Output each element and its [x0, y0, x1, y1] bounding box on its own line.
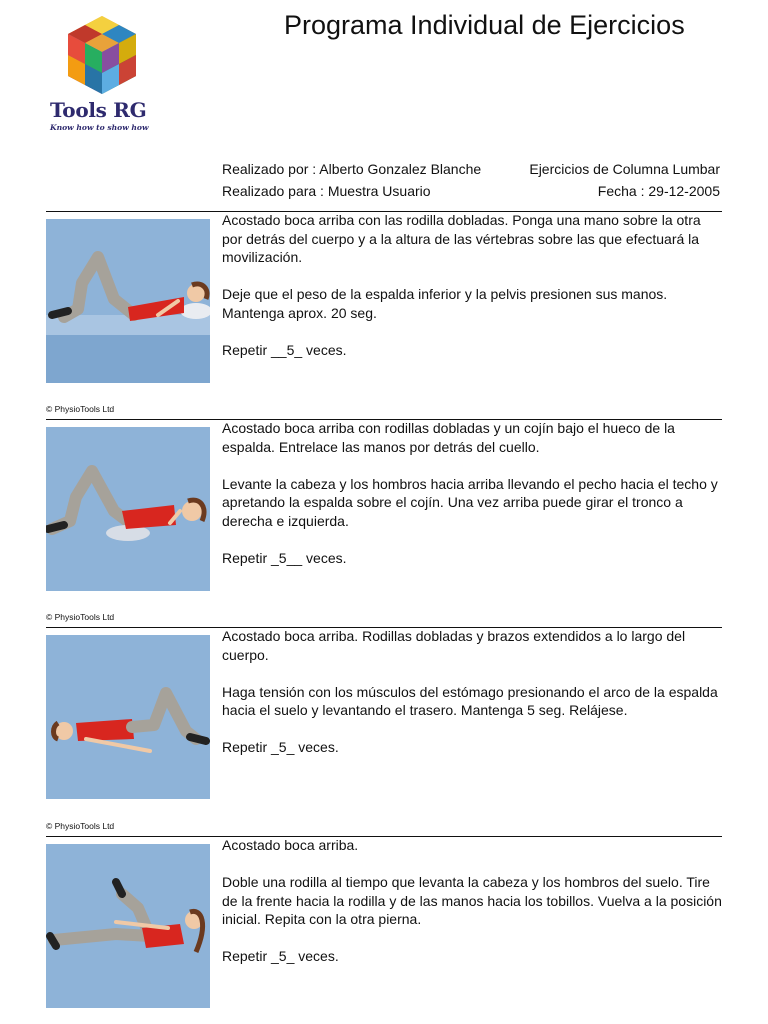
exercise-instruction: Acostado boca arriba. [222, 837, 359, 853]
exercise-detail: Haga tensión con los músculos del estómago presionando el arco de la espalda hacia el suelo y levantando el trasero. Mantenga 5 seg. Relájese. [222, 683, 718, 718]
exercise-photo [46, 635, 210, 799]
exercise-repeat: Repetir _5_ veces. [222, 948, 339, 964]
exercise-detail: Levante la cabeza y los hombros hacia arriba llevando el pecho hacia el techo y apretando la espalda sobre el cojín. Una vez arriba puede girar el tronco a derecha e izquierda. [222, 475, 718, 529]
exercise-description [222, 211, 722, 378]
exercise-photo [46, 219, 210, 383]
realizado-por: Realizado por : Alberto Gonzalez Blanche [222, 161, 482, 177]
exercise-instruction: Acostado boca arriba. Rodillas dobladas y brazos extendidos a lo largo del cuerpo. [222, 628, 686, 663]
exercise-description [222, 419, 722, 586]
exercise-repeat: Repetir __5_ veces. [222, 341, 347, 358]
tools-rg-logo [48, 14, 158, 134]
photo-credit: © PhysioTools Ltd [46, 404, 115, 414]
realizado-para: Realizado para : Muestra Usuario [222, 183, 431, 199]
exercise-description [222, 627, 722, 775]
exercise-photo [46, 427, 210, 591]
exercise-repeat: Repetir _5_ veces. [222, 739, 339, 755]
fecha: Fecha : 29-12-2005 [597, 183, 720, 199]
meta-row-recipient [222, 183, 720, 199]
photo-credit: © PhysioTools Ltd [46, 612, 115, 622]
logo-name: Tools RG [50, 98, 147, 122]
color-cube-icon [64, 14, 140, 98]
exercise-photo [46, 844, 210, 1008]
logo-tagline: Know how to show how [50, 123, 149, 132]
photo-credit: © PhysioTools Ltd [46, 821, 115, 831]
exercise-detail: Deje que el peso de la espalda inferior y la pelvis presionen sus manos. Mantenga aprox. 20 seg. [222, 286, 668, 321]
exercise-instruction: Acostado boca arriba con las rodilla dobladas. Ponga una mano sobre la otra por detrás del cuerpo y a la altura de las vértebras sobre las que efectuará la movilización. [222, 212, 701, 265]
exercise-description [222, 836, 722, 984]
program-name: Ejercicios de Columna Lumbar [529, 161, 720, 177]
document-title: Programa Individual de Ejercicios [284, 10, 685, 40]
exercise-detail: Doble una rodilla al tiempo que levanta la cabeza y los hombros del suelo. Tire de la frente hacia la rodilla y de las manos hacia los tobillos. Vuelva a la posición inicial. Repita con la otra pierna. [222, 874, 722, 927]
exercise-instruction: Acostado boca arriba con rodillas dobladas y un cojín bajo el hueco de la espalda. Entrelace las manos por detrás del cuello. [222, 420, 675, 455]
meta-row-author [222, 161, 720, 177]
exercise-repeat: Repetir _5__ veces. [222, 549, 347, 566]
